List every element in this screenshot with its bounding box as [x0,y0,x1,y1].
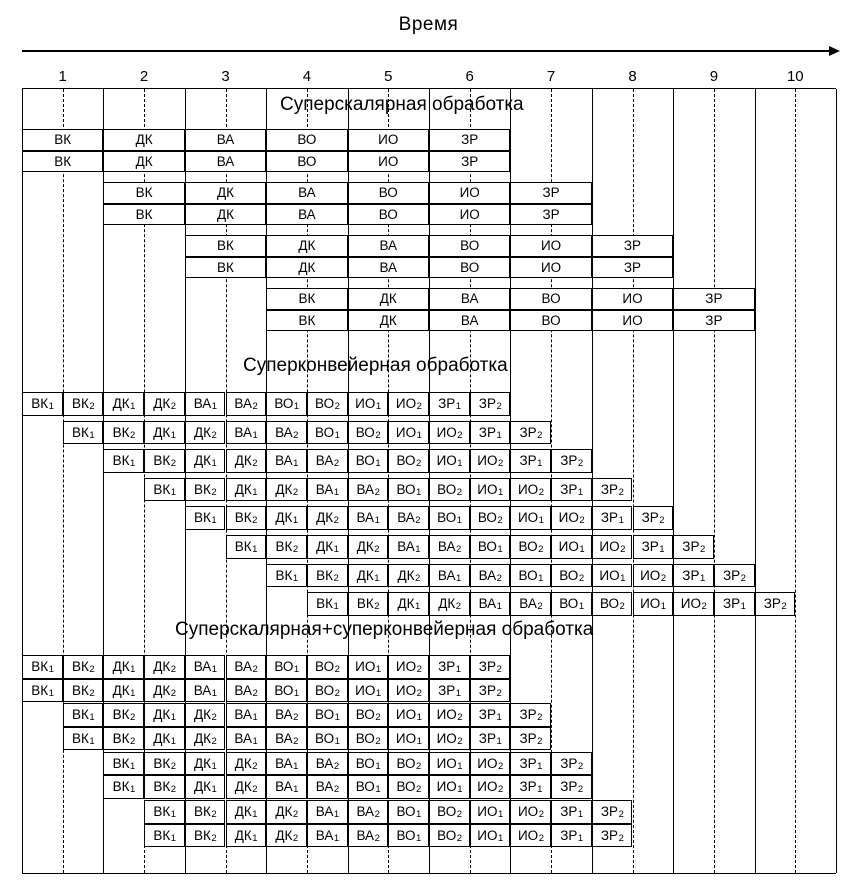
cell-superpipeline-r0-ЗР1: ЗР 1 [429,392,470,416]
cell-superscalar-r7-ИО: ИО [592,310,673,332]
cell-superscalar-superpipeline-r7-ВК2: ВК 2 [185,824,226,848]
cell-superpipeline-r1-ЗР1: ЗР 1 [470,421,511,445]
cell-superscalar-superpipeline-r4-ДК2: ДК 2 [226,752,267,776]
cell-superscalar-superpipeline-r3-ВО1: ВО 1 [307,727,348,751]
cell-superpipeline-r2-ИО1: ИО 1 [429,449,470,473]
cell-superpipeline-r5-ВА1: ВА 1 [388,535,429,559]
cell-superscalar-r1-ВК: ВК [22,151,103,173]
cell-superscalar-superpipeline-r3-ИО1: ИО 1 [388,727,429,751]
cell-superpipeline-r6-ЗР2: ЗР 2 [714,564,755,588]
cell-superpipeline-r4-ВО2: ВО 2 [470,506,511,530]
cell-superscalar-r7-ВК: ВК [266,310,347,332]
cell-superscalar-superpipeline-r2-ЗР1: ЗР 1 [470,703,511,727]
cell-superpipeline-r4-ИО2: ИО 2 [551,506,592,530]
cell-superpipeline-r6-ДК1: ДК 1 [348,564,389,588]
cell-superscalar-superpipeline-r6-ВК2: ВК 2 [185,800,226,824]
cell-superpipeline-r2-ВО1: ВО 1 [348,449,389,473]
cell-superscalar-superpipeline-r0-ИО1: ИО 1 [348,655,389,679]
section-title-superscalar: Суперскалярная обработка [280,94,524,115]
cell-superpipeline-r3-ВА2: ВА 2 [348,478,389,502]
cell-superpipeline-r4-ЗР2: ЗР 2 [633,506,674,530]
cell-superscalar-superpipeline-r6-ВО2: ВО 2 [429,800,470,824]
cell-superpipeline-r0-ВО2: ВО 2 [307,392,348,416]
time-axis-arrow [22,50,838,52]
cell-superscalar-r0-ВК: ВК [22,129,103,151]
cell-superpipeline-r5-ВК1: ВК 1 [226,535,267,559]
cell-superscalar-superpipeline-r0-ВО1: ВО 1 [266,655,307,679]
grid-line-dashed-0 [63,89,64,873]
cell-superscalar-r1-ВО: ВО [266,151,347,173]
cell-superscalar-superpipeline-r6-ДК2: ДК 2 [266,800,307,824]
cell-superpipeline-r6-ИО1: ИО 1 [592,564,633,588]
cell-superscalar-r6-ИО: ИО [592,288,673,310]
cell-superpipeline-r7-ЗР1: ЗР 1 [714,592,755,616]
cell-superpipeline-r4-ВК1: ВК 1 [185,506,226,530]
cell-superpipeline-r2-ИО2: ИО 2 [470,449,511,473]
cell-superscalar-r0-ДК: ДК [103,129,184,151]
cell-superscalar-superpipeline-r1-ВК1: ВК 1 [22,679,63,703]
cell-superpipeline-r5-ДК2: ДК 2 [348,535,389,559]
cell-superpipeline-r6-ВК1: ВК 1 [266,564,307,588]
cell-superscalar-superpipeline-r2-ДК2: ДК 2 [185,703,226,727]
cell-superscalar-superpipeline-r6-ЗР1: ЗР 1 [551,800,592,824]
cell-superscalar-superpipeline-r3-ВК2: ВК 2 [103,727,144,751]
cell-superpipeline-r1-ВА2: ВА 2 [266,421,307,445]
grid-line-solid-9 [755,89,756,873]
cell-superscalar-superpipeline-r3-ИО2: ИО 2 [429,727,470,751]
cell-superscalar-superpipeline-r4-ВК1: ВК 1 [103,752,144,776]
cell-superscalar-r4-ДК: ДК [266,235,347,257]
cell-superpipeline-r1-ДК1: ДК 1 [144,421,185,445]
cell-superscalar-superpipeline-r1-ЗР2: ЗР 2 [470,679,511,703]
axis-tick-8: 8 [628,68,637,85]
cell-superscalar-superpipeline-r0-ДК2: ДК 2 [144,655,185,679]
cell-superpipeline-r2-ЗР1: ЗР 1 [510,449,551,473]
cell-superscalar-r3-ИО: ИО [429,204,510,226]
cell-superscalar-superpipeline-r2-ИО2: ИО 2 [429,703,470,727]
cell-superscalar-superpipeline-r7-ВА2: ВА 2 [348,824,389,848]
cell-superpipeline-r6-ВА1: ВА 1 [429,564,470,588]
cell-superscalar-r1-ДК: ДК [103,151,184,173]
cell-superscalar-superpipeline-r1-ЗР1: ЗР 1 [429,679,470,703]
cell-superpipeline-r7-ВК1: ВК 1 [307,592,348,616]
cell-superscalar-superpipeline-r3-ДК1: ДК 1 [144,727,185,751]
cell-superscalar-r1-ЗР: ЗР [429,151,510,173]
cell-superpipeline-r5-ИО2: ИО 2 [592,535,633,559]
cell-superscalar-superpipeline-r5-ЗР1: ЗР 1 [510,775,551,799]
cell-superpipeline-r5-ВО2: ВО 2 [510,535,551,559]
cell-superscalar-superpipeline-r3-ВК1: ВК 1 [63,727,104,751]
cell-superpipeline-r6-ВО1: ВО 1 [510,564,551,588]
cell-superscalar-superpipeline-r6-ИО1: ИО 1 [470,800,511,824]
cell-superscalar-superpipeline-r4-ВА2: ВА 2 [307,752,348,776]
cell-superpipeline-r3-ДК2: ДК 2 [266,478,307,502]
cell-superpipeline-r7-ИО2: ИО 2 [673,592,714,616]
cell-superscalar-r6-ВО: ВО [510,288,591,310]
cell-superscalar-superpipeline-r2-ВА2: ВА 2 [266,703,307,727]
cell-superscalar-superpipeline-r5-ВА1: ВА 1 [266,775,307,799]
cell-superpipeline-r3-ВО1: ВО 1 [388,478,429,502]
cell-superpipeline-r1-ИО1: ИО 1 [388,421,429,445]
cell-superpipeline-r3-ВК1: ВК 1 [144,478,185,502]
cell-superscalar-r5-ВО: ВО [429,257,510,279]
cell-superscalar-r4-ВО: ВО [429,235,510,257]
cell-superscalar-superpipeline-r0-ВО2: ВО 2 [307,655,348,679]
cell-superpipeline-r7-ВК2: ВК 2 [348,592,389,616]
cell-superpipeline-r2-ВА2: ВА 2 [307,449,348,473]
cell-superpipeline-r4-ЗР1: ЗР 1 [592,506,633,530]
cell-superpipeline-r1-ВК1: ВК 1 [63,421,104,445]
cell-superscalar-superpipeline-r7-ДК1: ДК 1 [226,824,267,848]
cell-superpipeline-r5-ИО1: ИО 1 [551,535,592,559]
cell-superscalar-superpipeline-r0-ВК1: ВК 1 [22,655,63,679]
cell-superscalar-superpipeline-r7-ИО1: ИО 1 [470,824,511,848]
cell-superpipeline-r7-ДК1: ДК 1 [388,592,429,616]
cell-superpipeline-r7-ВА2: ВА 2 [510,592,551,616]
cell-superscalar-r7-ЗР: ЗР [673,310,754,332]
cell-superpipeline-r2-ЗР2: ЗР 2 [551,449,592,473]
cell-superscalar-r6-ДК: ДК [348,288,429,310]
cell-superscalar-superpipeline-r4-ВК2: ВК 2 [144,752,185,776]
cell-superscalar-superpipeline-r4-ВА1: ВА 1 [266,752,307,776]
grid-line-dashed-9 [795,89,796,873]
cell-superscalar-superpipeline-r2-ИО1: ИО 1 [388,703,429,727]
cell-superscalar-superpipeline-r4-ДК1: ДК 1 [185,752,226,776]
cell-superscalar-superpipeline-r1-ДК1: ДК 1 [103,679,144,703]
cell-superscalar-superpipeline-r7-ВО1: ВО 1 [388,824,429,848]
grid-line-solid-0 [22,89,23,873]
cell-superscalar-superpipeline-r5-ВА2: ВА 2 [307,775,348,799]
cell-superpipeline-r7-ИО1: ИО 1 [633,592,674,616]
axis-tick-3: 3 [221,68,230,85]
cell-superscalar-superpipeline-r5-ВО2: ВО 2 [388,775,429,799]
cell-superscalar-superpipeline-r6-ВК1: ВК 1 [144,800,185,824]
cell-superpipeline-r5-ВК2: ВК 2 [266,535,307,559]
cell-superscalar-r5-ВА: ВА [348,257,429,279]
cell-superscalar-superpipeline-r7-ЗР2: ЗР 2 [592,824,633,848]
cell-superscalar-superpipeline-r7-ЗР1: ЗР 1 [551,824,592,848]
cell-superpipeline-r2-ДК1: ДК 1 [185,449,226,473]
cell-superpipeline-r1-ВО1: ВО 1 [307,421,348,445]
cell-superpipeline-r6-ДК2: ДК 2 [388,564,429,588]
cell-superscalar-r4-ИО: ИО [510,235,591,257]
cell-superscalar-superpipeline-r0-ВА1: ВА 1 [185,655,226,679]
cell-superscalar-superpipeline-r3-ЗР1: ЗР 1 [470,727,511,751]
cell-superpipeline-r1-ВА1: ВА 1 [226,421,267,445]
cell-superscalar-superpipeline-r4-ВО2: ВО 2 [388,752,429,776]
axis-title: Время [398,14,459,35]
cell-superscalar-superpipeline-r1-ВО2: ВО 2 [307,679,348,703]
cell-superscalar-r2-ЗР: ЗР [510,182,591,204]
cell-superscalar-superpipeline-r4-ИО1: ИО 1 [429,752,470,776]
cell-superpipeline-r1-ЗР2: ЗР 2 [510,421,551,445]
cell-superpipeline-r4-ВК2: ВК 2 [226,506,267,530]
cell-superpipeline-r3-ВА1: ВА 1 [307,478,348,502]
cell-superscalar-superpipeline-r3-ВА2: ВА 2 [266,727,307,751]
cell-superscalar-superpipeline-r4-ИО2: ИО 2 [470,752,511,776]
cell-superpipeline-r7-ВО1: ВО 1 [551,592,592,616]
cell-superscalar-superpipeline-r1-ДК2: ДК 2 [144,679,185,703]
cell-superscalar-r7-ВА: ВА [429,310,510,332]
cell-superscalar-superpipeline-r6-ИО2: ИО 2 [510,800,551,824]
cell-superpipeline-r5-ВА2: ВА 2 [429,535,470,559]
cell-superpipeline-r3-ИО2: ИО 2 [510,478,551,502]
cell-superscalar-superpipeline-r5-ИО2: ИО 2 [470,775,511,799]
cell-superpipeline-r0-ИО1: ИО 1 [348,392,389,416]
cell-superscalar-superpipeline-r0-ЗР1: ЗР 1 [429,655,470,679]
cell-superscalar-superpipeline-r3-ЗР2: ЗР 2 [510,727,551,751]
cell-superpipeline-r5-ЗР1: ЗР 1 [633,535,674,559]
cell-superscalar-superpipeline-r2-ВК2: ВК 2 [103,703,144,727]
cell-superscalar-superpipeline-r6-ВА1: ВА 1 [307,800,348,824]
cell-superpipeline-r7-ВА1: ВА 1 [470,592,511,616]
axis-tick-9: 9 [709,68,719,85]
cell-superpipeline-r5-ЗР2: ЗР 2 [673,535,714,559]
cell-superscalar-superpipeline-r4-ВО1: ВО 1 [348,752,389,776]
cell-superscalar-r2-ВК: ВК [103,182,184,204]
cell-superscalar-r0-ВО: ВО [266,129,347,151]
cell-superpipeline-r3-ДК1: ДК 1 [226,478,267,502]
cell-superscalar-superpipeline-r4-ЗР2: ЗР 2 [551,752,592,776]
cell-superpipeline-r1-ДК2: ДК 2 [185,421,226,445]
cell-superscalar-r6-ЗР: ЗР [673,288,754,310]
cell-superscalar-superpipeline-r6-ЗР2: ЗР 2 [592,800,633,824]
cell-superscalar-superpipeline-r2-ЗР2: ЗР 2 [510,703,551,727]
cell-superscalar-superpipeline-r5-ВК1: ВК 1 [103,775,144,799]
cell-superpipeline-r0-ВА1: ВА 1 [185,392,226,416]
cell-superscalar-superpipeline-r5-ДК1: ДК 1 [185,775,226,799]
cell-superscalar-r0-ВА: ВА [185,129,266,151]
cell-superscalar-superpipeline-r4-ЗР1: ЗР 1 [510,752,551,776]
cell-superscalar-r2-ДК: ДК [185,182,266,204]
cell-superscalar-r0-ИО: ИО [348,129,429,151]
cell-superscalar-superpipeline-r3-ВО2: ВО 2 [348,727,389,751]
cell-superscalar-superpipeline-r2-ВК1: ВК 1 [63,703,104,727]
cell-superscalar-r5-ЗР: ЗР [592,257,673,279]
section-title-superscalar-superpipeline: Суперскалярная+суперконвейерная обработка [175,619,594,640]
cell-superscalar-superpipeline-r0-ЗР2: ЗР 2 [470,655,511,679]
cell-superpipeline-r4-ДК2: ДК 2 [307,506,348,530]
cell-superscalar-r0-ЗР: ЗР [429,129,510,151]
cell-superpipeline-r6-ВК2: ВК 2 [307,564,348,588]
cell-superpipeline-r2-ВК1: ВК 1 [103,449,144,473]
cell-superscalar-superpipeline-r1-ИО2: ИО 2 [388,679,429,703]
cell-superpipeline-r4-ДК1: ДК 1 [266,506,307,530]
cell-superpipeline-r6-ВА2: ВА 2 [470,564,511,588]
cell-superpipeline-r1-ВК2: ВК 2 [103,421,144,445]
grid-line-solid-8 [673,89,674,873]
axis-tick-4: 4 [302,68,312,85]
cell-superpipeline-r0-ВК1: ВК 1 [22,392,63,416]
grid-line-dashed-7 [633,89,634,873]
cell-superpipeline-r1-ВО2: ВО 2 [348,421,389,445]
cell-superscalar-r4-ЗР: ЗР [592,235,673,257]
cell-superscalar-superpipeline-r3-ДК2: ДК 2 [185,727,226,751]
cell-superpipeline-r6-ИО2: ИО 2 [633,564,674,588]
cell-superscalar-superpipeline-r5-ИО1: ИО 1 [429,775,470,799]
cell-superpipeline-r0-ВА2: ВА 2 [226,392,267,416]
cell-superscalar-r1-ИО: ИО [348,151,429,173]
cell-superscalar-superpipeline-r2-ДК1: ДК 1 [144,703,185,727]
cell-superscalar-r3-ДК: ДК [185,204,266,226]
cell-superscalar-superpipeline-r1-ВО1: ВО 1 [266,679,307,703]
cell-superscalar-superpipeline-r6-ДК1: ДК 1 [226,800,267,824]
cell-superpipeline-r3-ИО1: ИО 1 [470,478,511,502]
cell-superscalar-superpipeline-r5-ВК2: ВК 2 [144,775,185,799]
cell-superpipeline-r2-ВО2: ВО 2 [388,449,429,473]
cell-superpipeline-r5-ДК1: ДК 1 [307,535,348,559]
cell-superpipeline-r4-ВА2: ВА 2 [388,506,429,530]
axis-tick-2: 2 [139,68,149,85]
cell-superpipeline-r4-ВА1: ВА 1 [348,506,389,530]
cell-superscalar-superpipeline-r0-ВА2: ВА 2 [226,655,267,679]
cell-superscalar-r4-ВА: ВА [348,235,429,257]
cell-superscalar-r3-ВО: ВО [348,204,429,226]
section-title-superpipeline: Суперконвейерная обработка [243,355,508,376]
cell-superscalar-superpipeline-r7-ВА1: ВА 1 [307,824,348,848]
cell-superscalar-superpipeline-r2-ВО1: ВО 1 [307,703,348,727]
axis-tick-10: 10 [786,68,804,85]
cell-superscalar-superpipeline-r7-ВО2: ВО 2 [429,824,470,848]
cell-superpipeline-r7-ЗР2: ЗР 2 [755,592,796,616]
cell-superscalar-superpipeline-r1-ИО1: ИО 1 [348,679,389,703]
cell-superpipeline-r7-ДК2: ДК 2 [429,592,470,616]
cell-superscalar-r5-ДК: ДК [266,257,347,279]
cell-superpipeline-r6-ЗР1: ЗР 1 [673,564,714,588]
cell-superscalar-r2-ВА: ВА [266,182,347,204]
cell-superscalar-superpipeline-r2-ВО2: ВО 2 [348,703,389,727]
cell-superscalar-r3-ЗР: ЗР [510,204,591,226]
cell-superscalar-superpipeline-r0-ДК1: ДК 1 [103,655,144,679]
cell-superpipeline-r4-ИО1: ИО 1 [510,506,551,530]
cell-superscalar-superpipeline-r6-ВА2: ВА 2 [348,800,389,824]
cell-superscalar-superpipeline-r0-ВК2: ВК 2 [63,655,104,679]
cell-superscalar-superpipeline-r2-ВА1: ВА 1 [226,703,267,727]
cell-superscalar-r2-ИО: ИО [429,182,510,204]
cell-superscalar-superpipeline-r7-ДК2: ДК 2 [266,824,307,848]
cell-superscalar-r3-ВА: ВА [266,204,347,226]
cell-superpipeline-r3-ЗР1: ЗР 1 [551,478,592,502]
cell-superscalar-r5-ИО: ИО [510,257,591,279]
cell-superscalar-superpipeline-r5-ВО1: ВО 1 [348,775,389,799]
cell-superpipeline-r2-ВА1: ВА 1 [266,449,307,473]
cell-superpipeline-r0-ИО2: ИО 2 [388,392,429,416]
cell-superpipeline-r0-ЗР2: ЗР 2 [470,392,511,416]
cell-superscalar-r4-ВК: ВК [185,235,266,257]
cell-superpipeline-r7-ВО2: ВО 2 [592,592,633,616]
cell-superpipeline-r2-ВК2: ВК 2 [144,449,185,473]
cell-superscalar-r7-ВО: ВО [510,310,591,332]
cell-superscalar-superpipeline-r6-ВО1: ВО 1 [388,800,429,824]
cell-superpipeline-r1-ИО2: ИО 2 [429,421,470,445]
cell-superscalar-superpipeline-r7-ВК1: ВК 1 [144,824,185,848]
axis-tick-5: 5 [384,68,393,85]
cell-superscalar-superpipeline-r1-ВА2: ВА 2 [226,679,267,703]
cell-superpipeline-r0-ВК2: ВК 2 [63,392,104,416]
cell-superscalar-r7-ДК: ДК [348,310,429,332]
axis-tick-6: 6 [465,68,474,85]
cell-superpipeline-r0-ДК1: ДК 1 [103,392,144,416]
cell-superscalar-r3-ВК: ВК [103,204,184,226]
grid-line-dashed-8 [714,89,715,873]
cell-superpipeline-r0-ДК2: ДК 2 [144,392,185,416]
cell-superpipeline-r2-ДК2: ДК 2 [226,449,267,473]
cell-superscalar-superpipeline-r1-ВК2: ВК 2 [63,679,104,703]
grid-line-solid-10 [836,89,837,873]
cell-superscalar-r6-ВА: ВА [429,288,510,310]
axis-tick-7: 7 [546,68,556,85]
cell-superpipeline-r4-ВО1: ВО 1 [429,506,470,530]
cell-superscalar-r1-ВА: ВА [185,151,266,173]
cell-superpipeline-r0-ВО1: ВО 1 [266,392,307,416]
cell-superpipeline-r5-ВО1: ВО 1 [470,535,511,559]
cell-superpipeline-r3-ВО2: ВО 2 [429,478,470,502]
cell-superscalar-superpipeline-r1-ВА1: ВА 1 [185,679,226,703]
cell-superscalar-r6-ВК: ВК [266,288,347,310]
cell-superscalar-r2-ВО: ВО [348,182,429,204]
cell-superpipeline-r3-ВК2: ВК 2 [185,478,226,502]
cell-superpipeline-r3-ЗР2: ЗР 2 [592,478,633,502]
cell-superpipeline-r6-ВО2: ВО 2 [551,564,592,588]
cell-superscalar-superpipeline-r0-ИО2: ИО 2 [388,655,429,679]
cell-superscalar-superpipeline-r5-ДК2: ДК 2 [226,775,267,799]
cell-superscalar-superpipeline-r3-ВА1: ВА 1 [226,727,267,751]
cell-superscalar-r5-ВК: ВК [185,257,266,279]
axis-tick-1: 1 [58,68,67,85]
cell-superscalar-superpipeline-r7-ИО2: ИО 2 [510,824,551,848]
cell-superscalar-superpipeline-r5-ЗР2: ЗР 2 [551,775,592,799]
